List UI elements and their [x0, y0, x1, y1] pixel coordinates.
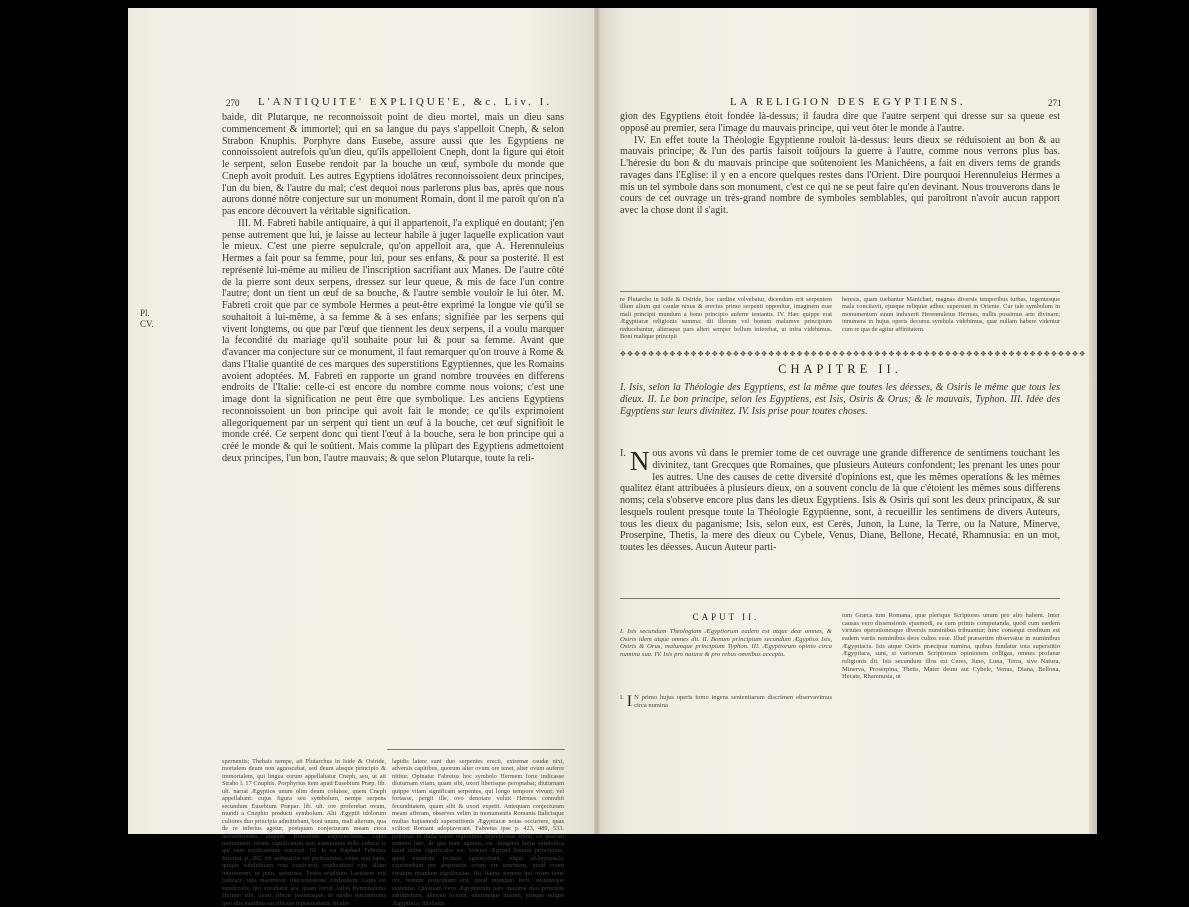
latin-body	[620, 694, 832, 734]
latin-right-column	[842, 612, 1060, 734]
drop-cap: N	[629, 446, 650, 476]
ornamental-band: ✥✥✥✥✥✥✥✥✥✥✥✥✥✥✥✥✥✥✥✥✥✥✥✥✥✥✥✥✥✥✥✥✥✥✥✥✥✥✥✥✥✥✥✥✥✥✥✥✥✥✥✥✥✥✥✥✥✥✥✥✥✥✥✥✥✥	[620, 350, 1087, 358]
right-body-text	[620, 111, 1060, 285]
latin-body-text: N primo hujus operis tomo ingens sententiarum discrimen observavimus circa numina	[634, 694, 832, 709]
right-footnote-col-2: heresis, quam tuebantur Manichæi, magnas diversis temporibus turbas, ingentesque mala concitavit, ejusque reliquiæ adhuc supersunt in Oriente. Cur tale symbolum in monumentum suum induxerit Herennuleius Hermes, nullis possimus arte divinare; innumera in hujus operis decursu symbola videbimus, quæ nullam habere videntur cum re qua de agitur affinitatem.	[842, 296, 1060, 333]
right-running-head: LA RELIGION DES EGYPTIENS.	[730, 96, 966, 108]
left-paragraph-2: III. M. Fabreti habile antiquaire, à qui il appartenoit, l'a expliqué en doutant; j'en pense autrement que lui, je laisse au lecteur habile à juger laquelle explication vaut le mieux. C'est une pierre sepulcrale, qu'on appelloit ara, que A. Herennuleius Hermes a fait pour sa femme, pour lui, pour ses enfans, & pour sa posterité. Il est représenté lui-même au milieu de l'inscription sacrifiant aux Manes. De l'autre côté de la pierre sont deux serpens, dressez sur leur queue, & mis de face l'un contre l'autre; dont un tient un œuf de sa bouche, & l'autre semble vouloir le lui ôter. M. Fabreti croit que par ce symbole Hermes a peut-être exprimé la longue vie qu'il se souhaitoit à lui-même, à sa femme & à ses enfans; signifiée par les serpens qui vivent longtems, ou que par l'œuf que tiennent les deux serpens, il a voulu marquer la fecondité du mariage qu'il souhaite pour lui & pour sa femme. Avant que d'avancer ma conjecture sur ce monument, il faut remarquer qu'on trouve à Rome & dans l'Italie quantité de ces marques des superstitions Egyptiennes, que les Romains avoient adoptées. M. Fabreti en rapporte un grand nombre trouvées en differens endroits de l'Italie: celle-ci est encore du nombre comme nous voions; c'est une image dont la signification ne peut être que symbolique. Les anciens Egyptiens reconnoissoient un bon principe qui avoit fait le monde; ce qu'ils exprimoient allegoriquement par un serpent qui tient un œuf à la bouche, cet œuf signifioit le monde créé. Ce serpent donc qui tient l'œuf à la bouche, sera le bon principe qui a créé le monde & qui le soûtient. Mais comme la plûpart des Egyptiens admettoient deux principes, l'un bon, l'autre mauvais; & que selon Plutarque, toute la reli-	[222, 217, 564, 464]
chapter-body	[620, 448, 1060, 588]
footnote-rule	[387, 749, 565, 750]
right-page-number: 271	[1048, 98, 1062, 108]
latin-right-column-text: tum Græca tum Romana, quæ plerique Scriptores unum pro alio habent. Inter causas vero dissensionis ejusmodi, ea cum primis computanda, quod cum eædem virtutes operationesque diversis numinibus tribuantur; hinc consequi creditum est eadem variis nominibus deos cultos esse. Illud præsertim observatur in numinibus Ægyptiacis. Isis atque Osiris præcipua numina, quibus fundatur tota superstitio Ægyptiaca, sunt, si variorum Scriptorum opinionem colligas, omnes profanæ religionis dii. Isis secundum illos est Ceres, Juno, Luna, Terra, sive Natura, Minerva, Proserpina, Thetis, Mater deum aut Cybele, Venus, Diana, Bellona, Hecate, Rhamnusia, ut	[842, 612, 1060, 681]
chapter-body-text: ous avons vû dans le premier tome de cet ouvrage une grande difference de sentimens touchant les divinitez, tant Grecques que Romaines, que plusieurs Auteurs confondent; les prenant les unes pour les autres. Une des causes de cette diversité d'opinions est, que les mêmes operations & les mêmes qualitez étant attribuées à plusieurs dieux, on a souvent conclu de là que c'étoient les mêmes sous differens noms; cela s'observe encore plus dans les dieux Egyptiens. Isis & Osiris qui sont les deux principaux, & sur lesquels roulent presque toute la Théologie Egyptienne, sont, à recueillir les sentimens de divers Auteurs, tous les dieux du paganisme; Isis, selon eux, est Cerès, Junon, la Lune, la Terre, ou la Nature, Minerve, Proserpine, Thetis, la mere des dieux ou Cybele, Venus, Diane, Bellone, Hecaté, Rhamnusia: en un mot, toutes les déesses. Aucun Auteur parti-	[620, 448, 1060, 553]
latin-section-rule	[620, 598, 1060, 599]
chapter-title: CHAPITRE II.	[778, 362, 902, 376]
book-spine	[594, 8, 600, 834]
latin-drop-cap: I	[626, 693, 633, 710]
right-footnote-col-1: re Plutarcho in Iside & Osiride, hoc cardine volvebatur, dicendum erit serpentem illum alium qui caudæ nixus & erectus primo serpenti opponitur, imaginem esse mali principii mundum a bono principio auferre tentantis. IV. Hæc quippe erat Ægyptiacæ religionis summa: dii illorum vel bonum malumve principium reducebantur, alteraque pars alteri semper bellum inferebat, ut infra videbimus. Boni malique principii	[620, 296, 832, 341]
left-page-number: 270	[226, 98, 240, 108]
chapter-body-number: I.	[620, 448, 626, 459]
right-paragraph-1: gion des Egyptiens étoit fondée là-dessus; il faudra dire que l'autre serpent qui dresse sur sa queue est opposé au premier, sera l'image du mauvais principe, qui veut ôter le monde à l'autre.	[620, 111, 1060, 134]
latin-summary-text: I. Isis secundum Theologiam Ægyptiorum eadem est atque deæ omnes, & Osiris idem atque omnes dii. II. Bonum principium secundum Ægyptios Isis, Osiris & Orus, malumque principium Typhon. III. Ægyptiorum opinio circa numina sua. IV. Isis pro natura & pro rebus omnibus accepta.	[620, 628, 832, 658]
left-body-text	[222, 112, 564, 754]
left-paragraph-1: baide, dit Plutarque, ne reconnoissoit point de dieu mortel, mais un dieu sans commencement & immortel; qui en sa langue du pays s'appelloit Cneph, & selon Strabon Knuphis. Porphyre dans Eusebe, assure aussi que les Egyptiens ne connoissoient autrefois qu'un dieu, qu'ils appelloient Cneph, dont la figure qui étoit le serpent, selon Eusebe rendoit par la bouche un œuf, symbole du monde que Cneph avoit produit. Les autres Egyptiens idolâtres reconnoissoient deux principes, l'un du bien, & l'autre du mal; c'est dequoi nous parlerons plus bas, après que nous aurons donné nôtre conjecture sur un monument Romain, dont il me paroît qu'on n'a pas encore découvert la véritable signification.	[222, 112, 564, 217]
chapter-summary	[620, 382, 1060, 444]
left-footnote-col-1: spernentis; Thebais nempe, ait Plutarchus in Iside & Osiride, mortalem deum non agnoscebat, sed deum absque principio & immortalem, qui lingua eorum appellabatur Cneph, seu, ut ait Strabo l. 17 Cnuphis. Porphyrius item apud Eusebium Præp. lib. ult. narrat Ægyptios unum olim deum coluisse, quem Cneph appellabant: cujus figura seu symbolum, nempe serpens secundum Eusebium Præpar. lib. ult. ore proferebat ovum, mundi a Cnephio producti symbolum. Alii Ægyptii idolorum cultores duo principia admittebant, boni unum, mali alterum, qua de re inferius agetur, postquam conjecturam meam circa monumentum aliquod Romanum expoluerimus, cujus monumenti verum significatum non assequutus mihi videtur is qui eum explicandum suscepit. III. Is est Raphael Fabretus Inscript. p. 282, vir antiquariæ rei peritissimus, cujus erat lapis, quique subdubitans rem explicavit; explicationi ejus aliam interitorem, ut puto, substituo. Penes eruditum Lectorem erit judicare, utra maximesic interpretatione credendum. Lapis est sepulcralis, qui vocabatur ara, quam erexit Aulus Herennuleius Hermes sibi, uxori, liberis posterisque. In medio inscriptionis ipse diis manibus sacrificans repræsentatur. In alio	[222, 758, 386, 907]
latin-summary	[620, 628, 832, 690]
right-paragraph-2: IV. En effet toute la Théologie Egyptienne rouloit là-dessus: leurs dieux se réduisoient au bon & au mauvais principe; & l'un des partis faisoit toûjours la guerre à l'autre, comme nous verrons plus bas. L'héresie du bon & du mauvais principe que soûtenoient les Manichéens, a fait en divers tems de grands ravages dans l'Eglise: il y en a encore quelques restes dans l'Orient. Dire pourquoi Herennuleius Hermes a mis un tel symbole dans son monument, c'est ce qui ne se peut faire qu'en devinant. Nous trouverons dans le cours de cet ouvrage un très-grand nombre de symboles semblables, qui paroîtront n'avoir aucun rapport avec la chose dont il s'agit.	[620, 134, 1060, 216]
page-edge	[1089, 8, 1097, 834]
latin-chapter-title: CAPUT II.	[692, 612, 760, 622]
footnote-rule-right	[620, 291, 1060, 292]
left-footnote-col-2: lapidis latere sunt duo serpentes erecti, extremæ caudæ nixi, adversis capitibus, quorum alter ovum ore tenet, alter ovum auferre nititur. Opinatur Fabretus hoc symbolo Hermem forte indicasse diuturnam vitam, quam sibi, uxori liberisque peroptabat; diuturnam quippe vitam significant serpentes, qui longo tempore vivunt; vel fortasse, pergit ille, ovo denotare voluit Hermes connubii fecunditatem, quam sibi & uxori expetit. Antequam conjecturam meam afferam, observes velim in monumentis Romanis Italicisque multas hujusmodi superstitionis Ægyptiacæ notas occurrere, quas scilicet Romani adoptaverant. Fabretus ipse p. 423, 489, 533. plurimas in ltalia variis regionibus deprehensas edidit, ex quarum numero hæc, de qua nunc agimus, est. Imaginis hujus symbolica haud dubie significatio est. Veteres Ægyptii bonum principium, quod mundum fecisset agnoscebant, idque ἀλληγορικῶς exprimebant per serpentem ovum ore tenentem, quod ovum creatum mundum significabat. Hic itaque serpens qui ovum tenet ore, bonum principium erit, quod mundum fecit, sustinetque sustentat. Quoniam vero Ægyptiorum pars maxima duo principia admittebant, alterum bonum, alterumque malum, totaque religio Ægyptiaca, nitebatur	[392, 758, 564, 907]
chapter-summary-text: I. Isis, selon la Théologie des Egyptiens, est la même que toutes les déesses, & Osiris le même que tous les dieux. II. Le bon principe, selon les Egyptiens, est Isis, Osiris & Orus; & le mauvais, Typhon. III. Idée des Egyptiens sur leurs divinitez. IV. Isis prise pour toutes choses.	[620, 382, 1060, 417]
plate-reference: Pl. CV.	[140, 308, 154, 329]
left-running-head: L'ANTIQUITE' EXPLIQUE'E, &c. Liv. I.	[258, 96, 553, 108]
latin-body-number: I.	[620, 694, 624, 701]
